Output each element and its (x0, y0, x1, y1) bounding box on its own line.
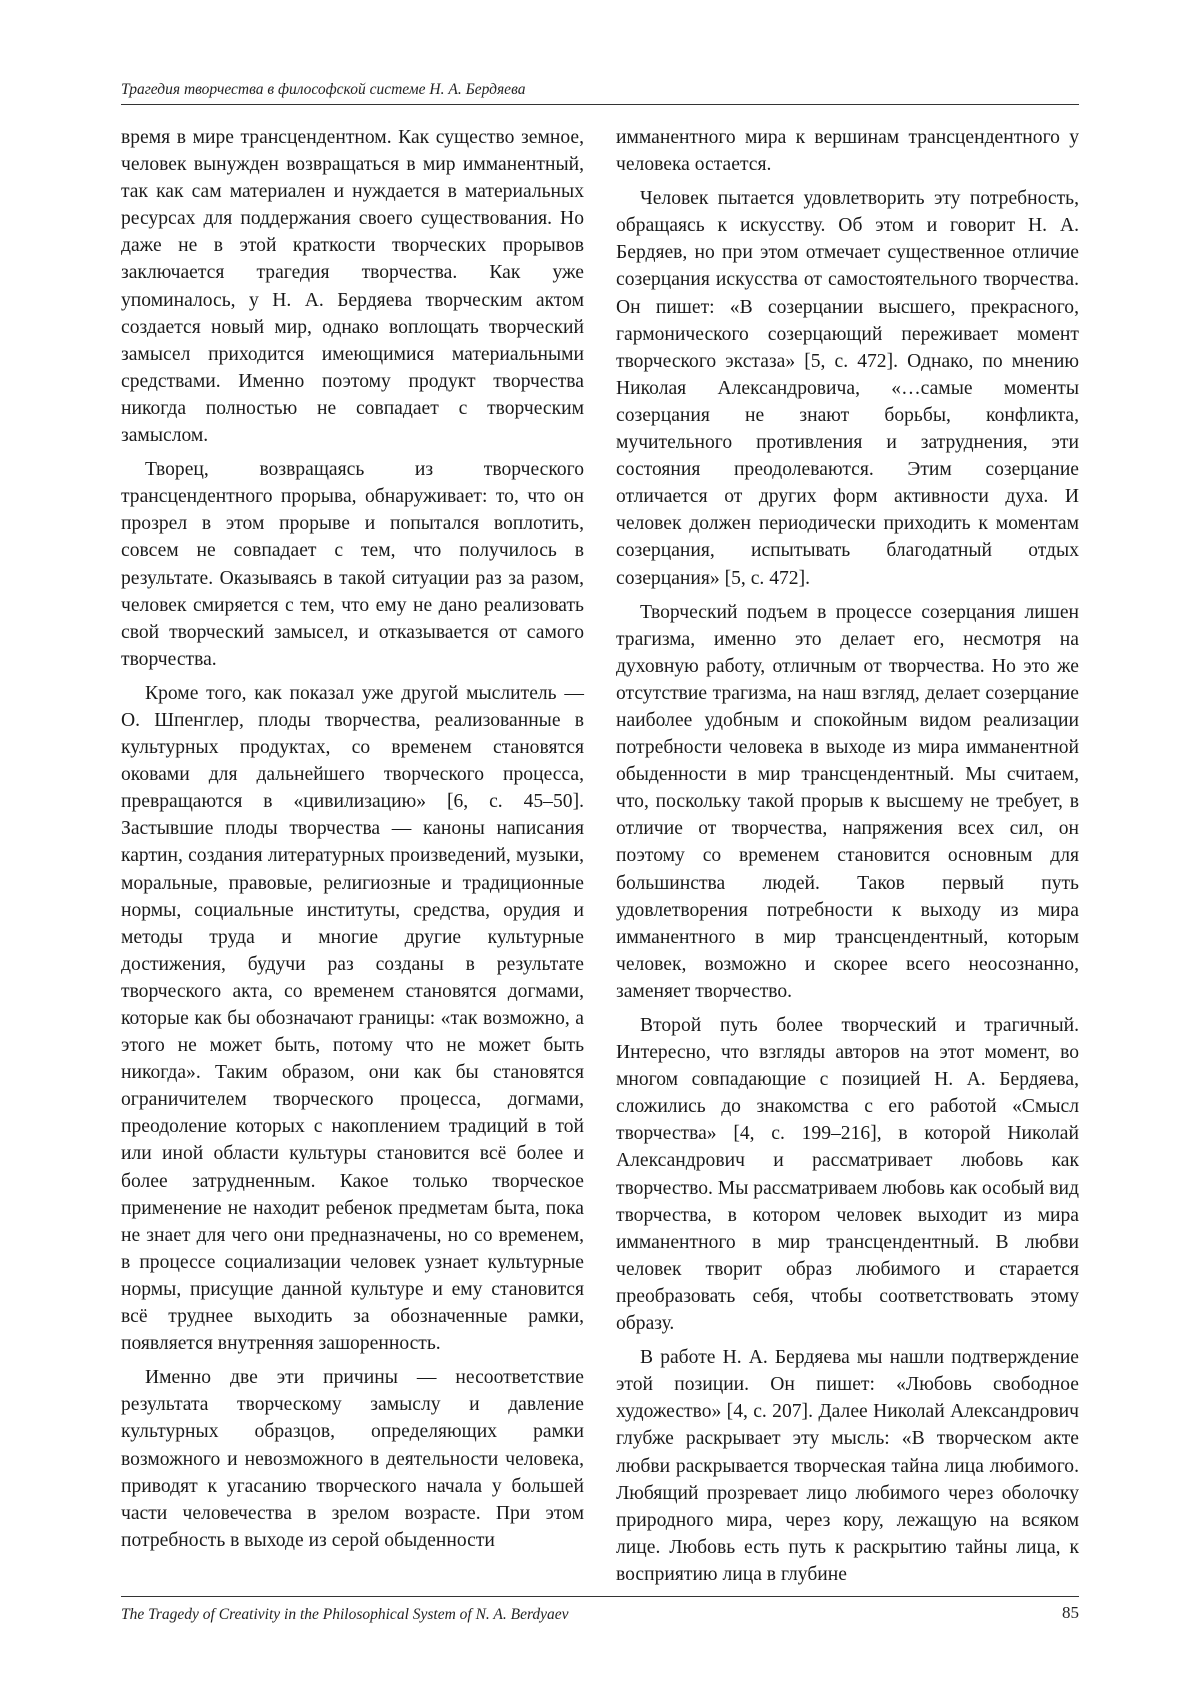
paragraph: Творец, возвращаясь из творческого трансцендентного прорыва, обнаруживает: то, что он прозрел в этом прорыве и попытался воплотить, совсем не совпадает с тем, что получилось в результате. Оказываясь в такой ситуации раз за разом, человек смиряется с тем, что ему не дано реализовать свой творческий замысел, и отказывается от самого творчества. (121, 459, 584, 670)
paragraph: имманентного мира к вершинам трансцендентного у человека остается. (616, 127, 1079, 176)
paragraph: В работе Н. А. Бердяева мы нашли подтверждение этой позиции. Он пишет: «Любовь свободное художество» [4, с. 207]. Далее Николай Александрович глубже раскрывает эту мысль: «В творческом акте любви раскрывается творческая тайна лица любимого. Любящий прозревает лицо любимого через оболочку природного мира, через кору, лежащую на всяком лице. Любовь есть путь к раскрытию тайны лица, к восприятию лица в глубине (616, 1347, 1079, 1585)
paragraph: Творческий подъем в процессе созерцания лишен трагизма, именно это делает его, несмотря на духовную работу, отличным от творчества. Но это же отсутствие трагизма, на наш взгляд, делает созерцание наиболее удобным и спокойным видом реализации потребности человека в выходе из мира имманентной обыденности в мир трансцендентный. Мы считаем, что, поскольку такой прорыв к высшему не требует, в отличие от творчества, напряжения всех сил, он поэтому со временем становится основным для большинства людей. Таков первый путь удовлетворения потребности к выходу из мира имманентного в мир трансцендентный, которым человек, возможно и скорее всего неосознанно, заменяет творчество. (616, 601, 1079, 1002)
header-rule (121, 104, 1079, 105)
footer-rule (121, 1596, 1079, 1597)
footer-english-title: The Tragedy of Creativity in the Philosophical System of N. A. Berdyaev (121, 1606, 569, 1623)
paragraph: Именно две эти причины — несоответствие результата творческому замыслу и давление культурных образцов, определяющих рамки возможного и невозможного в деятельности человека, приводят к угасанию творческого начала у большей части человечества в зрелом возрасте. При этом потребность в выходе из серой обыденности (121, 1367, 584, 1551)
page-number: 85 (1062, 1603, 1079, 1622)
paragraph: Человек пытается удовлетворить эту потребность, обращаясь к искусству. Об этом и говорит Н. А. Бердяев, но при этом отмечает существенное отличие созерцания искусства от самостоятельного творчества. Он пишет: «В созерцании высшего, прекрасного, гармонического созерцающий переживает момент творческого экстаза» [5, с. 472]. Однако, по мнению Николая Александровича, «…самые моменты созерцания не знают борьбы, конфликта, мучительного противления и затруднения, эти состояния преодолеваются. Этим созерцание отличается от других форм активности духа. И человек должен периодически приходить к моментам созерцания, испытывать благодатный отдых созерцания» [5, с. 472]. (616, 188, 1079, 589)
paragraph: Кроме того, как показал уже другой мыслитель — О. Шпенглер, плоды творчества, реализованные в культурных продуктах, со временем становятся оковами для дальнейшего творческого процесса, превращаются в «цивилизацию» [6, с. 45–50]. Застывшие плоды творчества — каноны написания картин, создания литературных произведений, музыки, моральные, правовые, религиозные и традиционные нормы, социальные институты, средства, орудия и методы труда и многие другие культурные достижения, будучи раз созданы в результате творческого акта, со временем становятся догмами, которые как бы обозначают границы: «так возможно, а этого не может быть, потому что не может быть никогда». Таким образом, они как бы становятся ограничителем творческого процесса, догмами, преодоление которых с накоплением традиций в той или иной области культуры становится всё более и более затрудненным. Какое только творческое применение не находит ребенок предметам быта, пока не знает для чего они предназначены, но со временем, в процессе социализации человек узнает культурные нормы, присущие данной культуре и ему становится всё труднее выходить за обозначенные рамки, появляется внутренняя зашоренность. (121, 682, 584, 1355)
running-header-title: Трагедия творчества в философской системе Н. А. Бердяева (121, 81, 526, 98)
right-column (616, 124, 1079, 1595)
paragraph: время в мире трансцендентном. Как существо земное, человек вынужден возвращаться в мир имманентный, так как сам материален и нуждается в материальных ресурсах для поддержания своего существования. Но даже не в этой краткости творческих прорывов заключается трагедия творчества. Как уже упоминалось, у Н. А. Бердяева творческим актом создается новый мир, однако воплощать творческий замысел приходится имеющимися материальными средствами. Именно поэтому продукт творчества никогда полностью не совпадает с творческим замыслом. (121, 127, 584, 447)
paragraph: Второй путь более творческий и трагичный. Интересно, что взгляды авторов на этот момент, во многом совпадающие с позицией Н. А. Бердяева, сложились до знакомства с его работой «Смысл творчества» [4, с. 199–216], в которой Николай Александрович и рассматривает любовь как творчество. Мы рассматриваем любовь как особый вид творчества, в котором человек выходит из мира имманентного в мир трансцендентный. В любви человек творит образ любимого и старается преобразовать себя, чтобы соответствовать этому образу. (616, 1015, 1079, 1335)
left-column (121, 124, 584, 1561)
